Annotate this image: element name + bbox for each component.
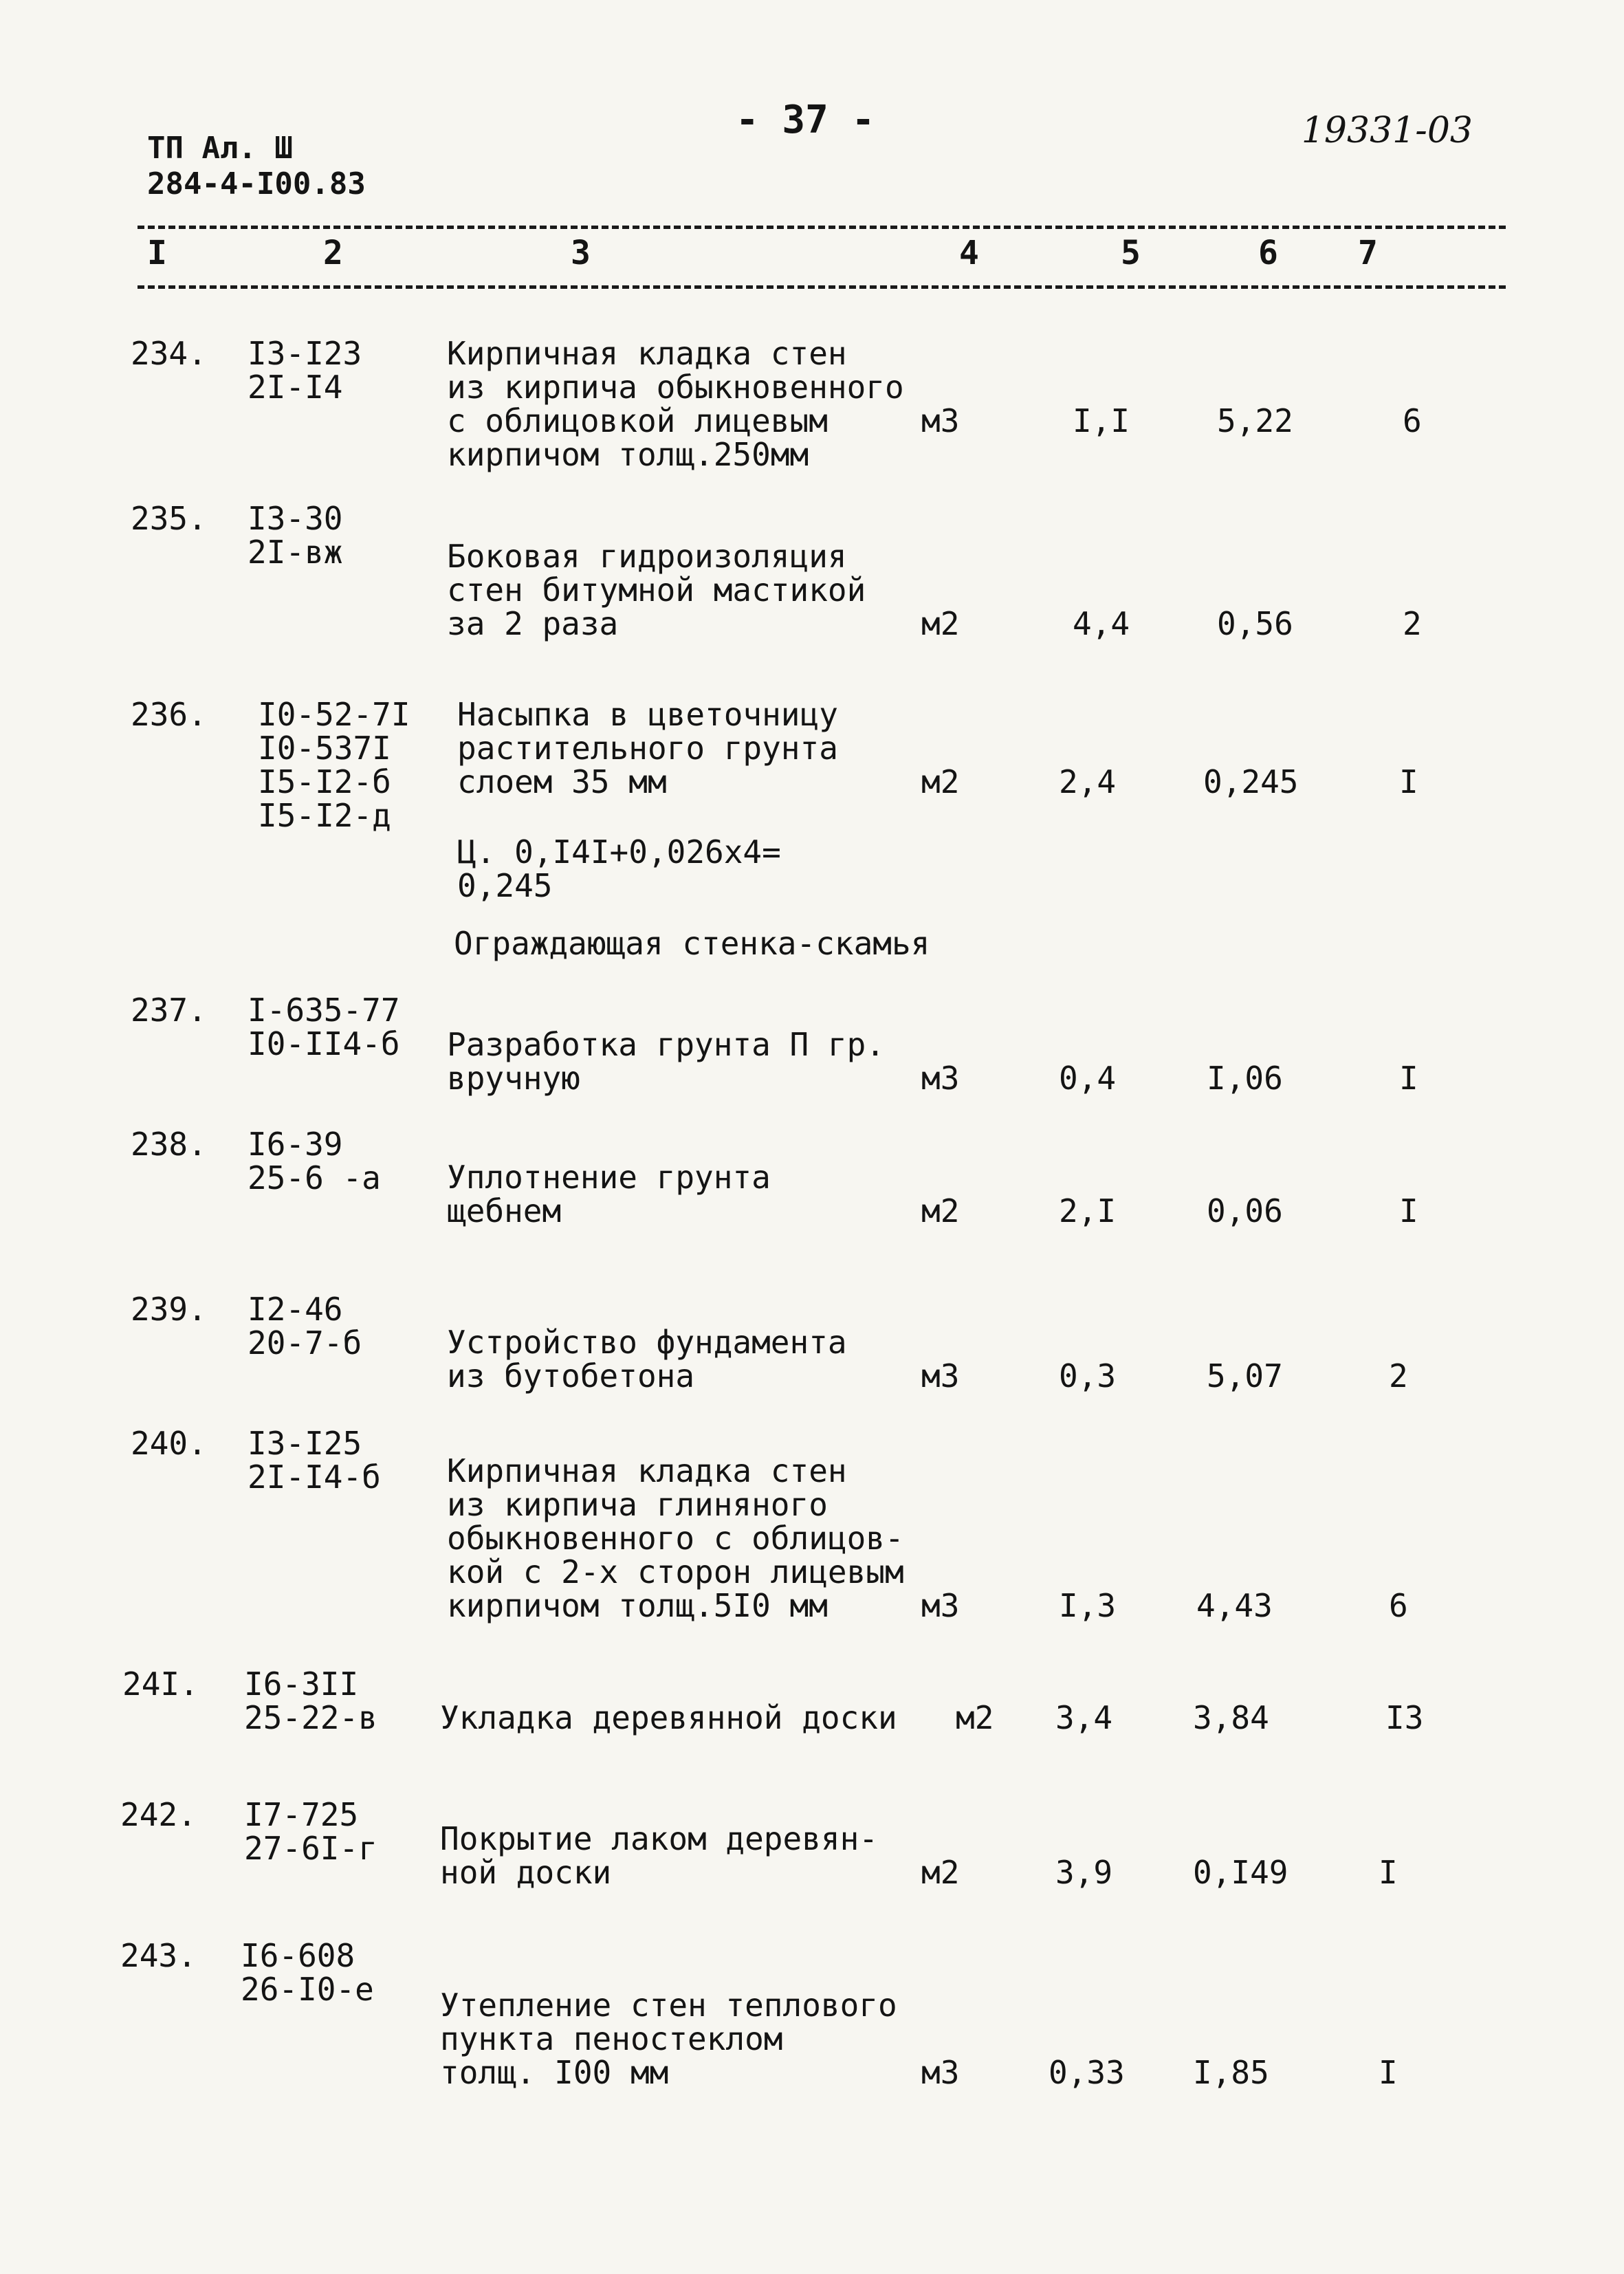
row-total: I — [1399, 1192, 1418, 1229]
row-description: Разработка грунта П гр. вручную — [447, 1026, 885, 1097]
row-unit: м3 — [921, 402, 960, 439]
row-codes: I6-39 25-6 -а — [248, 1126, 381, 1196]
row-codes: I7-725 27-6I-г — [244, 1796, 377, 1867]
col-num-1: I — [147, 234, 167, 272]
row-number: 234. — [131, 335, 207, 372]
page-number: - 37 - — [736, 98, 875, 142]
row-unit: м3 — [921, 1357, 960, 1395]
row-unit: м2 — [956, 1699, 994, 1736]
row-unit: м2 — [921, 1192, 960, 1229]
row-rate: 0,06 — [1207, 1192, 1283, 1229]
col-num-5: 5 — [1121, 234, 1141, 272]
designation-line-1: ТП Ал. Ш — [147, 131, 293, 166]
row-quantity: 4,4 — [1073, 605, 1130, 642]
section-heading: Ограждающая стенка-скамья — [454, 925, 930, 962]
row-quantity: 3,9 — [1055, 1854, 1113, 1891]
row-codes: I6-608 26-I0-е — [241, 1937, 374, 2008]
row-quantity: I,I — [1073, 402, 1130, 439]
row-description: Утепление стен теплового пункта пеностеклом толщ. I00 мм — [440, 1987, 897, 2091]
row-number: 242. — [120, 1796, 197, 1833]
header-rule-top — [138, 226, 1506, 229]
row-codes: I3-30 2I-вж — [248, 500, 343, 571]
col-num-2: 2 — [323, 234, 343, 272]
row-total: 6 — [1389, 1587, 1408, 1624]
row-codes: I6-3II 25-22-в — [244, 1665, 377, 1736]
row-codes: I0-52-7I I0-537I I5-I2-б I5-I2-д — [258, 696, 410, 834]
header-rule-bottom — [138, 285, 1506, 289]
row-quantity: 3,4 — [1055, 1699, 1113, 1736]
col-num-4: 4 — [959, 234, 979, 272]
row-rate: 5,22 — [1217, 402, 1293, 439]
row-total: 2 — [1403, 605, 1422, 642]
col-num-6: 6 — [1258, 234, 1278, 272]
row-codes: I3-I23 2I-I4 — [248, 335, 362, 406]
row-quantity: 2,4 — [1059, 763, 1117, 800]
row-description: Укладка деревянной доски — [440, 1699, 897, 1736]
row-quantity: 0,4 — [1059, 1060, 1117, 1097]
row-unit: м3 — [921, 1587, 960, 1624]
row-codes: I3-I25 2I-I4-б — [248, 1425, 381, 1496]
row-total: I — [1379, 1854, 1398, 1891]
row-total: 2 — [1389, 1357, 1408, 1395]
row-total: 6 — [1403, 402, 1422, 439]
row-codes: I2-46 20-7-б — [248, 1291, 362, 1362]
row-rate: 4,43 — [1196, 1587, 1273, 1624]
row-rate: 3,84 — [1193, 1699, 1269, 1736]
row-description: Боковая гидроизоляция стен битумной мастикой за 2 раза — [447, 538, 866, 642]
document-designation — [147, 131, 366, 202]
row-rate: 0,I49 — [1193, 1854, 1288, 1891]
row-quantity: 0,33 — [1049, 2054, 1125, 2091]
row-unit: м3 — [921, 1060, 960, 1097]
row-rate: 0,245 — [1203, 763, 1299, 800]
row-description: Насыпка в цветочницу растительного грунта слоем 35 мм — [457, 696, 838, 800]
row-rate: 5,07 — [1207, 1357, 1283, 1395]
row-number: 237. — [131, 992, 207, 1029]
row-quantity: 2,I — [1059, 1192, 1117, 1229]
row-unit: м2 — [921, 763, 960, 800]
row-number: 240. — [131, 1425, 207, 1462]
row-number: 236. — [131, 696, 207, 733]
row-rate: 0,56 — [1217, 605, 1293, 642]
row-number: 243. — [120, 1937, 197, 1974]
row-codes: I-635-77 I0-II4-б — [248, 992, 400, 1062]
row-total: I — [1399, 763, 1418, 800]
row-description: Уплотнение грунта щебнем — [447, 1159, 771, 1229]
row-unit: м2 — [921, 1854, 960, 1891]
row-rate: I,85 — [1193, 2054, 1269, 2091]
row-calc-note: Ц. 0,I4I+0,026х4= 0,245 — [457, 833, 781, 904]
row-quantity: I,3 — [1059, 1587, 1117, 1624]
col-num-7: 7 — [1358, 234, 1378, 272]
row-description: Устройство фундамента из бутобетона — [447, 1324, 847, 1395]
row-number: 238. — [131, 1126, 207, 1163]
document-code: 19331-03 — [1301, 110, 1473, 151]
row-rate: I,06 — [1207, 1060, 1283, 1097]
row-total: I — [1399, 1060, 1418, 1097]
row-description: Кирпичная кладка стен из кирпича глиняного обыкновенного с облицов- кой с 2-х сторон лицевым кирпичом толщ.5I0 мм — [447, 1452, 904, 1624]
row-number: 235. — [131, 500, 207, 537]
col-num-3: 3 — [571, 234, 591, 272]
row-number: 239. — [131, 1291, 207, 1328]
row-unit: м2 — [921, 605, 960, 642]
row-total: I — [1379, 2054, 1398, 2091]
row-description: Кирпичная кладка стен из кирпича обыкновенного с облицовкой лицевым кирпичом толщ.250мм — [447, 335, 904, 473]
row-quantity: 0,3 — [1059, 1357, 1117, 1395]
designation-line-2: 284-4-I00.83 — [147, 166, 366, 201]
row-description: Покрытие лаком деревян- ной доски — [440, 1820, 878, 1891]
row-total: I3 — [1385, 1699, 1424, 1736]
row-unit: м3 — [921, 2054, 960, 2091]
row-number: 24I. — [122, 1665, 199, 1703]
